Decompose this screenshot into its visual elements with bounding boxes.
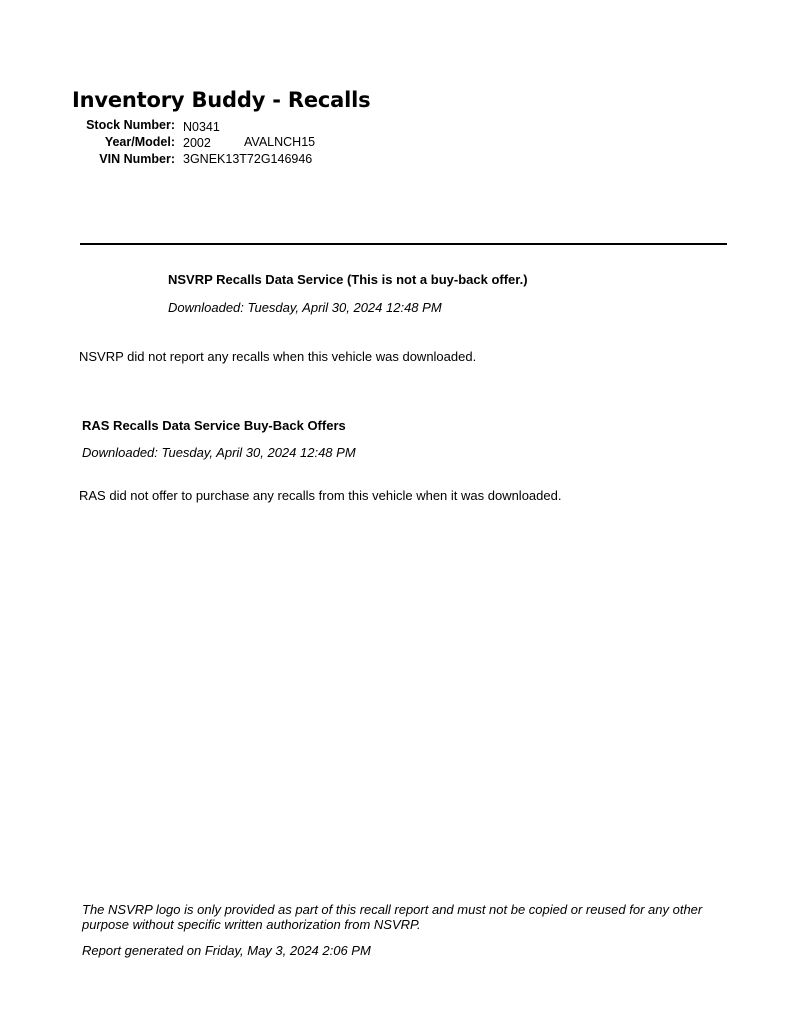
model-value: AVALNCH15 [244, 135, 316, 149]
stock-number-label: Stock Number: [86, 118, 175, 132]
vin-number-value: 3GNEK13T72G146946 [183, 152, 313, 166]
logo-disclaimer: The NSVRP logo is only provided as part of this recall report and must not be copied or reused for any other purpose without specific written authorization from NSVRP. [82, 902, 703, 932]
header-divider [80, 243, 727, 245]
report-generated-timestamp: Report generated on Friday, May 3, 2024 2:06 PM [82, 943, 371, 958]
nsvrp-downloaded-timestamp: Downloaded: Tuesday, April 30, 2024 12:48 PM [168, 300, 442, 315]
ras-status-message: RAS did not offer to purchase any recalls from this vehicle when it was downloaded. [79, 488, 562, 503]
ras-section-heading: RAS Recalls Data Service Buy-Back Offers [82, 418, 346, 433]
ras-downloaded-timestamp: Downloaded: Tuesday, April 30, 2024 12:48 PM [82, 445, 356, 460]
page-title: Inventory Buddy - Recalls [72, 88, 371, 112]
nsvrp-section-heading: NSVRP Recalls Data Service (This is not a buy-back offer.) [168, 272, 528, 287]
stock-number-value: N0341 [183, 120, 220, 134]
nsvrp-status-message: NSVRP did not report any recalls when this vehicle was downloaded. [79, 349, 477, 364]
vin-number-label: VIN Number: [99, 152, 175, 166]
year-value: 2002 [183, 136, 211, 150]
year-model-label: Year/Model: [104, 135, 175, 149]
